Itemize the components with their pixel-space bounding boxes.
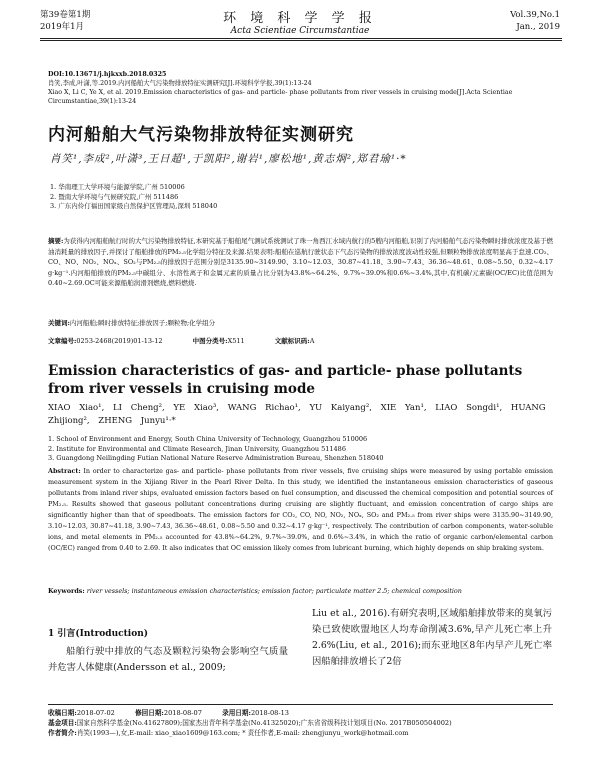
keywords-cn-label: 关键词:	[48, 319, 70, 327]
accepted-date: 2018-08-13	[250, 709, 289, 717]
title-en: Emission characteristics of gas- and particle- phase pollutants from river vessels in cruising mode	[48, 363, 523, 397]
revised-label: 修回日期:	[135, 709, 164, 717]
doc-code: A	[309, 337, 315, 345]
header-date-en: Jan., 2019	[516, 22, 560, 32]
abstract-cn-label: 摘要:	[48, 237, 64, 245]
affiliation-cn-2: 2. 暨南大学环境与气候研究院,广州 511486	[50, 192, 179, 201]
affiliation-cn-1: 1. 华南理工大学环境与能源学院,广州 510006	[50, 183, 185, 191]
section-heading: 1 引言(Introduction)	[48, 629, 149, 639]
keywords-cn	[48, 318, 553, 329]
affiliations-en	[48, 435, 553, 464]
abstract-en-label: Abstract:	[48, 467, 81, 475]
clc-label: 中图分类号:	[192, 337, 228, 345]
section-right-column: Liu et al., 2016).有研究表明,区域船舶排放带来的臭氧污染已致使欧盟地区人均寿命削减3.6%,早产儿死亡率上升2.6%(Liu, et al., 2016);而东亚地区8年内早产儿死亡率因船舶排放增长了2倍	[312, 608, 552, 667]
citation-cn: 肖笑,李成,叶潇,等.2019.内河船舶大气污染物排放特征实测研究[J].环境科学学报,39(1):13-24	[48, 80, 312, 87]
article-no-label: 文章编号:	[48, 337, 77, 345]
affiliation-en-1: 1. School of Environment and Energy, South China University of Technology, Guangzhou 510006	[48, 435, 368, 443]
received-label: 收稿日期:	[48, 709, 77, 717]
header-date: 2019年1月	[40, 22, 85, 32]
abstract-cn-text: 为获得内河船舶航行时的大气污染物排放特征,本研究基于船舶尾气测试系统测试了珠一角西江水域内航行的5艘内河船舶,识别了内河船舶气态污染物瞬时排放浓度及基于燃油消耗量的排放因子,并探讨了船舶排放的PM₂.₅化学组分特征及来源.结果表明:船舶在巡航行驶状态下气态污染物的排放浓度波动性较强,但颗粒物排放浓度明显高于怠速.CO₂、CO、NO、NO₂、NOₓ、SO₂与PM₂.₅的排放因子范围分别是3135.90~3149.90、3.10~12.03、30.87~41.18、3.90~7.43、36.36~48.61、0.08~5.50、0.32~4.17 g·kg⁻¹.内河船舶排放的PM₂.₅中碳组分、水溶性离子和金属元素的质量占比分别为43.8%~64.2%、9.7%~39.0%和0.6%~3.4%,其中,有机碳/元素碳(OC/EC)比值范围为0.40~2.69.OC可能来源船舶润滑剂燃烧,燃料燃烧.	[48, 237, 553, 287]
citation-en: Xiao X, Li C, Ye X, et al. 2019.Emission characteristics of gas- and particle- phase pollutants from river vessels in cruising mode[J].Acta Scientiae Circumstantiae,39(1):13-24	[48, 89, 513, 105]
header-volume: 第39卷第1期	[40, 10, 91, 20]
clc-value: X511	[227, 337, 245, 345]
title-cn: 内河船舶大气污染物排放特征实测研究	[48, 125, 354, 145]
bio-label: 作者简介:	[48, 729, 77, 737]
footer-fund	[48, 718, 553, 728]
affiliations-cn	[50, 183, 217, 212]
authors-cn: 肖笑¹,李成²,叶潇³,王日超¹,于凯阳²,谢岩¹,廖松地¹,黄志炯²,郑君瑜¹·*	[50, 153, 407, 165]
citation-block	[48, 70, 553, 106]
article-no: 0253-2468(2019)01-13-12	[76, 337, 163, 345]
revised-date: 2018-08-07	[163, 709, 202, 717]
affiliation-en-2: 2. Institute for Environmental and Climate Research, Jinan University, Guangzhou 511486	[48, 444, 346, 453]
classification-line	[48, 336, 553, 347]
header-rule	[40, 38, 562, 39]
journal-title-en: Acta Scientiae Circumstantiae	[230, 26, 370, 36]
footer-notes	[48, 708, 553, 738]
received-date: 2018-07-02	[76, 709, 115, 717]
abstract-en-text: In order to characterize gas- and particle- phase pollutants from river vessels, five cruising ships were measured by using portable emission measurement system in the Xijiang River in the Pearl River Delta. In this study, we identified the instantaneous emission characteristics of gaseous pollutants from inland river ships, evaluated emission factors based on fuel consumption, and discussed the chemical composition and potential sources of PM₂.₅. Results showed that gaseous pollutant concentrations during cruising are slightly fluctuant, and emission concentration of cargo ships are significantly higher than that of speedboats. The emission factors for CO₂, CO, NO, NO₂, NOₓ, SO₂ and PM₂.₅ from river ships were 3135.90~3149.90, 3.10~12.03, 30.87~41.18, 3.90~7.43, 36.36~48.61, 0.08~5.50 and 0.32~4.17 g·kg⁻¹, respectively. The contribution of carbon components, water-soluble ions, and metal elements in PM₂.₅ accounted for 43.8%~64.2%, 9.7%~39.0%, and 0.6%~3.4%, in which the ratio of organic carbon/elemental carbon (OC/EC) ranged from 0.40 to 2.69. It also indicates that OC emission likely comes from lubricant burning, which highly depends on ship braking system.	[48, 467, 553, 552]
keywords-en	[48, 586, 553, 596]
affiliation-cn-3: 3. 广东内伶仃福田国家级自然保护区管理局,深圳 518040	[50, 202, 218, 210]
abstract-en	[48, 466, 553, 554]
authors-en: XIAO Xiao¹, LI Cheng², YE Xiao³, WANG Richao¹, YU Kaiyang², XIE Yan¹, LIAO Songdi¹, HUANG Zhijiong², ZHENG Junyu¹·*	[48, 403, 546, 426]
affiliation-en-3: 3. Guangdong Neilingding Futian National Nature Reserve Administration Bureau, Shenzhen 518040	[48, 454, 384, 462]
footer-dates	[48, 708, 553, 718]
keywords-en-text: river vessels; instantaneous emission characteristics; emission factor; particulate matter 2.5; chemical composition	[86, 587, 462, 595]
section-left-column: 船舶行驶中排放的气态及颗粒污染物会影响空气质量并危害人体健康(Andersson et al., 2009;	[48, 646, 288, 673]
fund-text: 国家自然科学基金(No.41627809);国家杰出青年科学基金(No.41325020);广东省省级科技计划项目(No. 2017B050504002)	[76, 719, 452, 727]
footer-bio	[48, 728, 553, 738]
abstract-cn	[48, 236, 553, 289]
header-volume-en	[510, 9, 560, 33]
header-rule-2	[40, 40, 562, 41]
header-volume-en-text: Vol.39,No.1	[510, 10, 560, 20]
footer-rule	[48, 704, 553, 705]
accepted-label: 录用日期:	[222, 709, 251, 717]
fund-label: 基金项目:	[48, 719, 77, 727]
doi[interactable]: DOI:10.13671/j.hjkxxb.2018.0325	[48, 71, 167, 78]
journal-title-cn: 环 境 科 学 学 报	[223, 11, 377, 26]
doc-code-label: 文献标识码:	[274, 337, 310, 345]
bio-text[interactable]: 肖笑(1993—),女,E-mail: xiao_xiao1609@163.com; * 责任作者,E-mail: zhengjunyu_work@hotmail.com	[76, 729, 409, 737]
keywords-en-label: Keywords:	[48, 587, 85, 595]
keywords-cn-text: 内河船舶;瞬时排放特征;排放因子;颗粒物;化学组分	[69, 319, 216, 327]
